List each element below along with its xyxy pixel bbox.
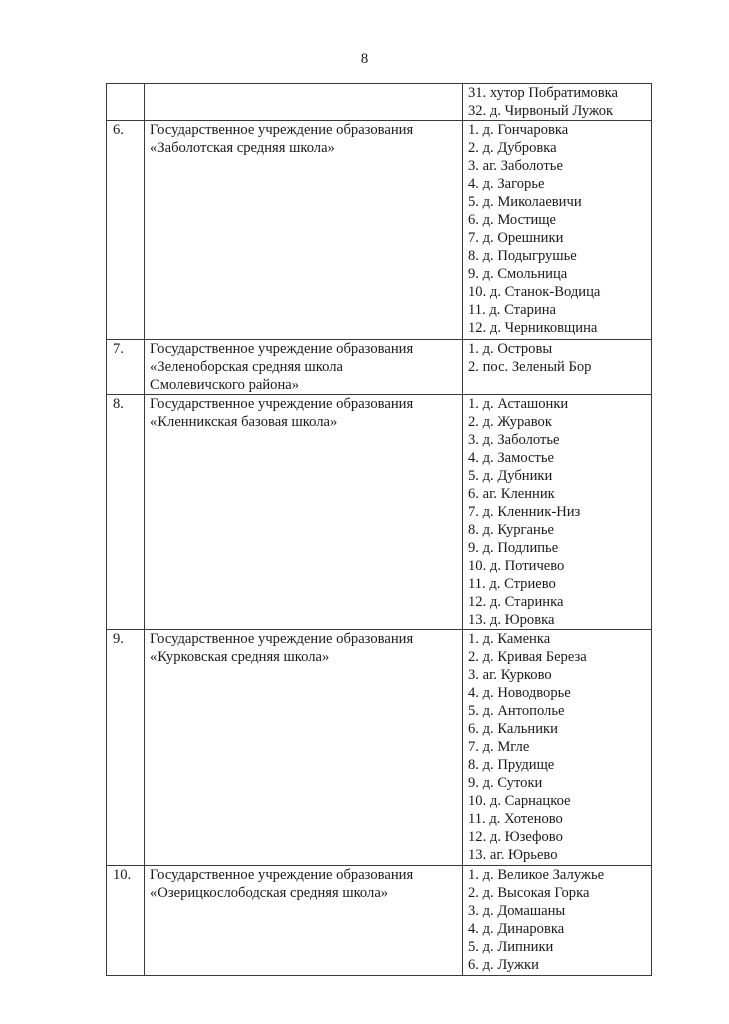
village-list-item: 9. д. Сутоки xyxy=(468,775,543,791)
village-list-item: 3. аг. Курково xyxy=(468,667,552,683)
institution-name-line: Государственное учреждение образования xyxy=(150,396,414,412)
village-list-item: 12. д. Старинка xyxy=(468,594,564,610)
row-number-cell: 6. xyxy=(107,121,145,340)
village-list-item: 1. д. Островы xyxy=(468,341,553,357)
village-list-item: 12. д. Черниковщина xyxy=(468,320,598,336)
table-row xyxy=(107,395,652,630)
village-list-item: 3. аг. Заболотье xyxy=(468,158,563,174)
village-list-item: 7. д. Мгле xyxy=(468,739,530,755)
table-row xyxy=(107,84,652,121)
villages-cell xyxy=(463,866,652,976)
villages-cell xyxy=(463,340,652,395)
institution-cell xyxy=(145,866,463,976)
institution-cell xyxy=(145,84,463,121)
village-list-item: 7. д. Орешники xyxy=(468,230,564,246)
institution-name-line: Государственное учреждение образования xyxy=(150,867,414,883)
village-list-item: 11. д. Стриево xyxy=(468,576,556,592)
village-list-item: 2. пос. Зеленый Бор xyxy=(468,359,592,375)
schools-villages-table xyxy=(106,83,652,976)
village-list-item: 9. д. Подлипье xyxy=(468,540,559,556)
institution-name-line: «Зеленоборская средняя школа xyxy=(150,359,343,375)
village-list-item: 1. д. Каменка xyxy=(468,631,551,647)
row-number-cell: 8. xyxy=(107,395,145,630)
institution-name-line: Смолевичского района» xyxy=(150,377,300,393)
village-list-item: 5. д. Липники xyxy=(468,939,554,955)
village-list-item: 6. д. Кальники xyxy=(468,721,558,737)
village-list-item: 4. д. Загорье xyxy=(468,176,545,192)
village-list-item: 5. д. Антополье xyxy=(468,703,565,719)
table-body xyxy=(107,84,652,976)
row-number-cell: 7. xyxy=(107,340,145,395)
villages-cell xyxy=(463,121,652,340)
village-list-item: 2. д. Кривая Береза xyxy=(468,649,587,665)
table-row xyxy=(107,630,652,866)
row-number-cell: 9. xyxy=(107,630,145,866)
village-list-item: 8. д. Прудище xyxy=(468,757,555,773)
row-number-cell: 10. xyxy=(107,866,145,976)
village-list-item: 7. д. Кленник-Низ xyxy=(468,504,581,520)
village-list-item: 6. д. Мостище xyxy=(468,212,556,228)
village-list-item: 13. д. Юровка xyxy=(468,612,555,628)
village-list-item: 4. д. Замостье xyxy=(468,450,554,466)
village-list-item: 3. д. Домашаны xyxy=(468,903,566,919)
village-list-item: 11. д. Хотеново xyxy=(468,811,563,827)
institution-cell xyxy=(145,395,463,630)
institution-name-line: «Озерицкослободская средняя школа» xyxy=(150,885,389,901)
village-list-item: 11. д. Старина xyxy=(468,302,557,318)
village-list-item: 6. д. Лужки xyxy=(468,957,539,973)
village-list-item: 4. д. Новодворье xyxy=(468,685,571,701)
village-list-item: 2. д. Дубровка xyxy=(468,140,557,156)
village-list-item: 5. д. Дубники xyxy=(468,468,553,484)
table-row xyxy=(107,340,652,395)
institution-cell xyxy=(145,340,463,395)
village-list-item: 32. д. Чирвоный Лужок xyxy=(468,103,614,119)
page-number: 8 xyxy=(360,51,369,67)
villages-cell xyxy=(463,84,652,121)
institution-name-line: «Курковская средняя школа» xyxy=(150,649,330,665)
village-list-item: 9. д. Смольница xyxy=(468,266,568,282)
village-list-item: 2. д. Высокая Горка xyxy=(468,885,590,901)
table-row xyxy=(107,866,652,976)
village-list-item: 10. д. Потичево xyxy=(468,558,565,574)
village-list-item: 3. д. Заболотье xyxy=(468,432,560,448)
villages-cell xyxy=(463,395,652,630)
village-list-item: 1. д. Гончаровка xyxy=(468,122,569,138)
institution-cell xyxy=(145,121,463,340)
institution-name-line: Государственное учреждение образования xyxy=(150,122,414,138)
institution-name-line: «Кленникская базовая школа» xyxy=(150,414,338,430)
village-list-item: 1. д. Асташонки xyxy=(468,396,569,412)
village-list-item: 4. д. Динаровка xyxy=(468,921,565,937)
village-list-item: 2. д. Журавок xyxy=(468,414,552,430)
table-row xyxy=(107,121,652,340)
row-number-cell xyxy=(107,84,145,121)
village-list-item: 12. д. Юзефово xyxy=(468,829,563,845)
institution-name-line: «Заболотская средняя школа» xyxy=(150,140,335,156)
villages-cell xyxy=(463,630,652,866)
institution-name-line: Государственное учреждение образования xyxy=(150,341,414,357)
village-list-item: 13. аг. Юрьево xyxy=(468,847,558,863)
village-list-item: 6. аг. Кленник xyxy=(468,486,555,502)
village-list-item: 10. д. Станок-Водица xyxy=(468,284,601,300)
village-list-item: 31. хутор Побратимовка xyxy=(468,85,618,101)
institution-cell xyxy=(145,630,463,866)
village-list-item: 8. д. Курганье xyxy=(468,522,554,538)
village-list-item: 5. д. Миколаевичи xyxy=(468,194,582,210)
village-list-item: 10. д. Сарнацкое xyxy=(468,793,571,809)
village-list-item: 1. д. Великое Залужье xyxy=(468,867,605,883)
village-list-item: 8. д. Подыгрушье xyxy=(468,248,577,264)
institution-name-line: Государственное учреждение образования xyxy=(150,631,414,647)
